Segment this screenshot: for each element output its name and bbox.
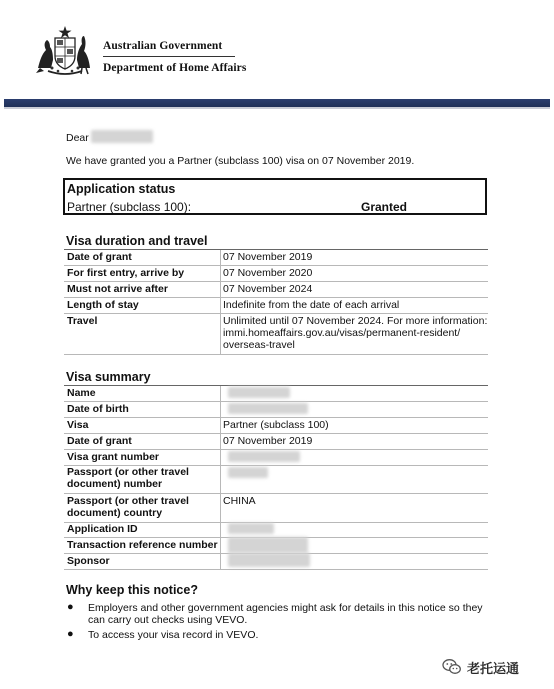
- row-divider: [64, 433, 488, 434]
- row-label-application-id: Application ID: [67, 523, 138, 535]
- row-value-length-of-stay: Indefinite from the date of each arrival: [223, 299, 400, 311]
- watermark: [442, 656, 552, 678]
- application-status-value: Granted: [361, 200, 408, 214]
- notice-bullet-1-line-2: can carry out checks using VEVO.: [88, 614, 248, 626]
- row-divider: [64, 265, 488, 266]
- row-value-first-entry: 07 November 2020: [223, 267, 313, 279]
- header-divider: [103, 56, 235, 57]
- grant-intro: We have granted you a Partner (subclass 100) visa on 07 November 2019.: [66, 155, 415, 167]
- notice-bullet-2: To access your visa record in VEVO.: [88, 629, 259, 641]
- row-value-travel-line-2: immi.homeaffairs.gov.au/visas/permanent-resident/: [223, 327, 461, 339]
- row-label-visa: Visa: [67, 419, 89, 431]
- row-label-length-of-stay: Length of stay: [67, 299, 139, 311]
- bullet-icon: ●: [67, 628, 74, 640]
- application-status-visa: Partner (subclass 100):: [67, 200, 192, 214]
- notice-title: Why keep this notice?: [66, 583, 198, 597]
- row-divider: [64, 354, 488, 355]
- row-value-travel-line-1: Unlimited until 07 November 2024. For more information:: [223, 315, 488, 327]
- row-label-passport-number-line-2: document) number: [67, 478, 163, 490]
- redacted-transaction-reference: [228, 537, 308, 553]
- department-name: Department of Home Affairs: [103, 62, 247, 74]
- header-bar: [4, 99, 550, 107]
- row-label-travel: Travel: [67, 315, 98, 327]
- row-divider: [64, 297, 488, 298]
- row-value-passport-country: CHINA: [223, 495, 256, 507]
- coat-of-arms-icon: [34, 24, 96, 76]
- section-divider: [64, 385, 488, 386]
- row-value-travel-line-3: overseas-travel: [223, 339, 295, 351]
- header-bar-shadow: [4, 107, 550, 109]
- row-divider: [64, 493, 488, 494]
- row-label-first-entry: For first entry, arrive by: [67, 267, 185, 279]
- column-divider: [220, 386, 221, 569]
- row-value-summary-date-of-grant: 07 November 2019: [223, 435, 313, 447]
- row-value-visa: Partner (subclass 100): [223, 419, 329, 431]
- row-divider: [64, 569, 488, 570]
- redacted-sponsor: [228, 553, 310, 567]
- row-label-must-not-arrive: Must not arrive after: [67, 283, 168, 295]
- row-label-passport-number-line-1: Passport (or other travel: [67, 466, 189, 478]
- row-divider: [64, 417, 488, 418]
- row-divider: [64, 281, 488, 282]
- row-label-passport-country-line-1: Passport (or other travel: [67, 495, 189, 507]
- application-status-title: Application status: [67, 182, 176, 196]
- section-divider: [64, 249, 488, 250]
- row-label-transaction-reference: Transaction reference number: [67, 539, 218, 551]
- bullet-icon: ●: [67, 601, 74, 613]
- row-value-must-not-arrive: 07 November 2024: [223, 283, 313, 295]
- wechat-icon: [442, 658, 462, 676]
- row-label-visa-grant-number: Visa grant number: [67, 451, 159, 463]
- row-value-date-of-grant: 07 November 2019: [223, 251, 313, 263]
- redacted-date-of-birth: [228, 403, 308, 414]
- greeting: Dear: [66, 132, 89, 144]
- row-label-date-of-birth: Date of birth: [67, 403, 129, 415]
- watermark-text: 老托运通: [467, 661, 520, 676]
- redacted-passport-number: [228, 467, 268, 478]
- row-label-date-of-grant: Date of grant: [67, 251, 132, 263]
- row-label-passport-country-line-2: document) country: [67, 507, 163, 519]
- row-divider: [64, 313, 488, 314]
- visa-duration-title: Visa duration and travel: [66, 234, 208, 248]
- redacted-application-id: [228, 523, 274, 534]
- row-label-summary-date-of-grant: Date of grant: [67, 435, 132, 447]
- row-divider: [64, 401, 488, 402]
- row-divider: [64, 449, 488, 450]
- row-label-sponsor: Sponsor: [67, 555, 110, 567]
- redacted-name: [228, 387, 290, 398]
- government-name: Australian Government: [103, 40, 223, 52]
- row-label-name: Name: [67, 387, 96, 399]
- visa-summary-title: Visa summary: [66, 370, 151, 384]
- notice-bullet-1-line-1: Employers and other government agencies might ask for details in this notice so they: [88, 602, 483, 614]
- redacted-recipient-name: [91, 130, 153, 143]
- redacted-visa-grant-number: [228, 451, 300, 462]
